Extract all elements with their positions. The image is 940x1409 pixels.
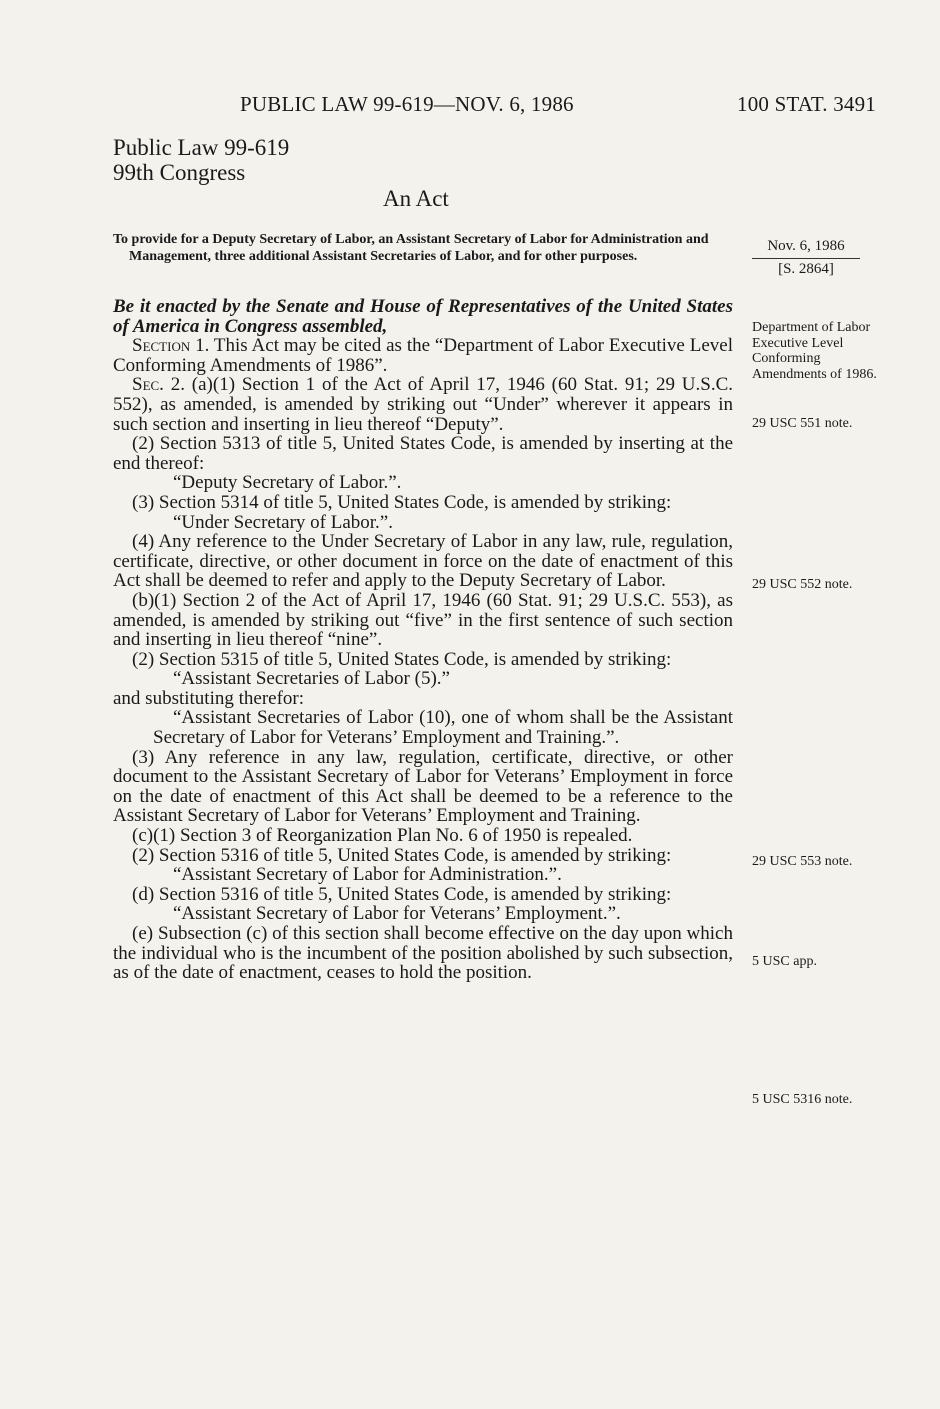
section-label: Section	[132, 335, 191, 357]
margin-note-552: 29 USC 552 note.	[752, 577, 853, 592]
quote-a2: “Deputy Secretary of Labor.”.	[173, 472, 402, 494]
enacting-clause: Be it enacted by the Senate and House of Representatives of the United States of America in Congress assembled,	[113, 296, 733, 337]
paragraph-c2: (2) Section 5316 of title 5, United States Code, is amended by striking:	[132, 844, 672, 866]
public-law-number: Public Law 99-619	[113, 135, 290, 160]
paragraph-b3: (3) Any reference in any law, regulation, certificate, directive, or other document to the Assistant Secretary of Labor for Veterans’ Employment in force on the date of enactment of this Act shall be deemed to be a reference to the Assistant Secretary of Labor for Veterans’ Employment and Training.	[113, 746, 733, 827]
quote-b2: “Assistant Secretaries of Labor (5).”	[173, 668, 450, 690]
paragraph-d: (d) Section 5316 of title 5, United States Code, is amended by striking:	[132, 883, 672, 905]
section-1	[113, 336, 733, 375]
section-2-a1-text: 2. (a)(1) Section 1 of the Act of April 17, 1946 (60 Stat. 91; 29 U.S.C. 552), as amended, is amended by striking out “Under” wherever it appears in such section and inserting in lieu thereof “Deputy”.	[113, 374, 733, 435]
purpose-statement: To provide for a Deputy Secretary of Labor, an Assistant Secretary of Labor for Administration and Management, three additional Assistant Secretaries of Labor, and for other purposes.	[113, 232, 709, 264]
paragraph-c1: (c)(1) Section 3 of Reorganization Plan No. 6 of 1950 is repealed.	[132, 825, 633, 847]
paragraph-b2-substitute: and substituting therefor:	[113, 687, 305, 709]
section-2-a1	[113, 375, 733, 434]
sec-label: Sec.	[132, 374, 164, 396]
bill-number: [S. 2864]	[778, 261, 834, 277]
margin-note-553: 29 USC 553 note.	[752, 854, 853, 869]
running-head: PUBLIC LAW 99-619—NOV. 6, 1986	[240, 92, 574, 116]
act-title: An Act	[383, 186, 449, 211]
section-1-text: 1. This Act may be cited as the “Department of Labor Executive Level Conforming Amendments of 1986”.	[113, 335, 733, 376]
paragraph-e: (e) Subsection (c) of this section shall become effective on the day upon which the individual who is the incumbent of the position abolished by such subsection, as of the date of enactment, ceases to hold the position.	[113, 923, 733, 984]
quote-a3: “Under Secretary of Labor.”.	[173, 511, 393, 533]
paragraph-a2: (2) Section 5313 of title 5, United States Code, is amended by inserting at the end thereof:	[113, 433, 733, 474]
law-identifier	[113, 135, 289, 185]
quote-d: “Assistant Secretary of Labor for Veterans’ Employment.”.	[173, 903, 621, 925]
quote-b2-new: “Assistant Secretaries of Labor (10), one of whom shall be the Assistant Secretary of Labor for Veterans’ Employment and Training.”.	[153, 707, 733, 749]
congress-number: 99th Congress	[113, 160, 246, 185]
margin-note-app: 5 USC app.	[752, 954, 817, 969]
margin-note-short-title: Department of Labor Executive Level Conforming Amendments of 1986.	[752, 320, 877, 382]
margin-date-block	[752, 236, 860, 279]
law-body	[113, 297, 733, 983]
enactment-date: Nov. 6, 1986	[752, 236, 860, 259]
paragraph-b2: (2) Section 5315 of title 5, United States Code, is amended by striking:	[132, 648, 672, 670]
paragraph-a3: (3) Section 5314 of title 5, United States Code, is amended by striking:	[132, 491, 672, 513]
quote-c2: “Assistant Secretary of Labor for Administration.”.	[173, 864, 562, 886]
stat-citation: 100 STAT. 3491	[737, 92, 876, 116]
paragraph-a4: (4) Any reference to the Under Secretary of Labor in any law, rule, regulation, certificate, directive, or other document in force on the date of enactment of this Act shall be deemed to refer and apply to the Deputy Secretary of Labor.	[113, 531, 733, 592]
margin-note-551: 29 USC 551 note.	[752, 416, 853, 431]
margin-note-5316: 5 USC 5316 note.	[752, 1092, 853, 1107]
paragraph-b1: (b)(1) Section 2 of the Act of April 17, 1946 (60 Stat. 91; 29 U.S.C. 553), as amended, is amended by striking out “five” in the first sentence of such section and inserting in lieu thereof “nine”.	[113, 589, 733, 651]
